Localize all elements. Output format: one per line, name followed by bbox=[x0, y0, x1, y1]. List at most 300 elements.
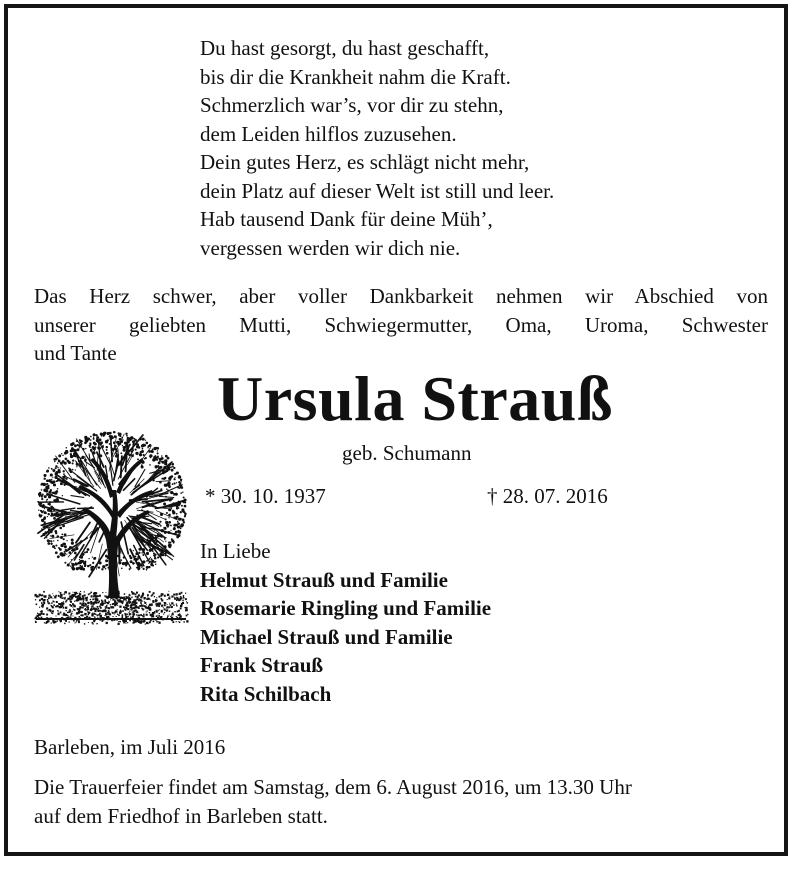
tree-leaf bbox=[135, 552, 138, 555]
ground-speck bbox=[186, 609, 188, 611]
tree-leaf bbox=[146, 566, 149, 569]
ground-speck bbox=[35, 618, 37, 620]
ground-speck bbox=[138, 600, 139, 601]
tree-leaf bbox=[54, 484, 56, 486]
ground-speck bbox=[147, 596, 148, 597]
tree-leaf bbox=[76, 461, 77, 462]
tree-leaf bbox=[142, 548, 145, 551]
tree-leaf bbox=[63, 462, 66, 465]
tree-leaf bbox=[61, 534, 63, 536]
ground-speck bbox=[95, 614, 96, 615]
tree-leaf bbox=[159, 549, 162, 552]
ground-speck bbox=[110, 599, 111, 600]
tree-leaf bbox=[47, 503, 49, 505]
tree-leaf bbox=[176, 482, 177, 483]
ground-speck bbox=[118, 591, 120, 593]
tree-leaf bbox=[80, 565, 82, 567]
ground-speck bbox=[108, 607, 110, 609]
ground-speck bbox=[144, 597, 146, 599]
ground-speck bbox=[92, 613, 93, 614]
ground-speck bbox=[133, 601, 135, 603]
ground-speck bbox=[149, 608, 151, 610]
ground-speck bbox=[132, 602, 133, 603]
tree-leaf bbox=[166, 499, 168, 501]
tree-leaf bbox=[64, 475, 66, 477]
ground-speck bbox=[118, 598, 119, 599]
tree-leaf bbox=[62, 525, 65, 528]
tree-leaf bbox=[168, 545, 171, 548]
ground-speck bbox=[104, 603, 106, 605]
tree-leaf bbox=[184, 505, 187, 508]
tree-leaf bbox=[138, 552, 140, 554]
tree-leaf bbox=[71, 539, 74, 542]
ground-speck bbox=[144, 609, 145, 610]
tree-leaf bbox=[119, 438, 122, 441]
ground-speck bbox=[87, 608, 89, 610]
tree-leaf bbox=[99, 561, 102, 564]
tree-icon bbox=[30, 418, 190, 626]
ground-speck bbox=[148, 598, 150, 600]
ground-speck bbox=[131, 597, 132, 598]
tree-leaf bbox=[52, 545, 55, 548]
tree-leaf bbox=[46, 484, 47, 485]
intro-line: unserer geliebten Mutti, Schwiegermutter, Oma, Uroma, Schwester bbox=[34, 312, 768, 337]
tree-leaf bbox=[177, 487, 179, 489]
tree-leaf bbox=[54, 458, 57, 461]
mourner-name: Rita Schilbach bbox=[200, 681, 332, 706]
tree-leaf bbox=[184, 515, 186, 517]
tree-leaf bbox=[92, 562, 94, 564]
tree-leaf bbox=[148, 450, 151, 453]
ground-speck bbox=[84, 613, 86, 615]
birth-date: * 30. 10. 1937 bbox=[205, 484, 326, 508]
ground-speck bbox=[96, 608, 97, 609]
ground-speck bbox=[69, 609, 70, 610]
ground-speck bbox=[156, 597, 157, 598]
tree-leaf bbox=[164, 477, 166, 479]
ground-speck bbox=[61, 594, 63, 596]
ground-speck bbox=[75, 622, 76, 623]
ground-speck bbox=[133, 621, 135, 623]
tree-leaf bbox=[53, 540, 54, 541]
tree-leaf bbox=[151, 536, 154, 539]
ground-speck bbox=[73, 616, 74, 617]
ground-speck bbox=[59, 603, 61, 605]
tree-leaf bbox=[175, 493, 178, 496]
tree-leaf bbox=[180, 511, 182, 513]
tree-leaf bbox=[43, 474, 46, 477]
tree-leaf bbox=[46, 499, 48, 501]
ground-speck bbox=[146, 604, 147, 605]
tree-leaf bbox=[76, 554, 78, 556]
ground-speck bbox=[102, 610, 104, 612]
tree-leaf bbox=[56, 518, 58, 520]
tree-leaf bbox=[41, 494, 43, 496]
tree-leaf bbox=[135, 452, 138, 455]
tree-leaf bbox=[123, 556, 125, 558]
funeral-line: auf dem Friedhof in Barleben statt. bbox=[34, 803, 328, 828]
ground-speck bbox=[126, 602, 128, 604]
tree-leaf bbox=[156, 541, 158, 543]
ground-speck bbox=[118, 601, 120, 603]
tree-leaf bbox=[123, 446, 124, 447]
ground-speck bbox=[181, 592, 183, 594]
tree-leaf bbox=[155, 465, 158, 468]
tree-leaf bbox=[46, 487, 48, 489]
tree-leaf bbox=[142, 448, 144, 450]
tree-leaf bbox=[170, 525, 171, 526]
tree-leaf bbox=[134, 438, 136, 440]
tree-leaf bbox=[87, 548, 90, 551]
tree-leaf bbox=[180, 492, 182, 494]
tree-leaf bbox=[102, 565, 105, 568]
tree-leaf bbox=[60, 482, 63, 485]
ground-speck bbox=[140, 614, 142, 616]
tree-leaf bbox=[153, 477, 155, 479]
ground-speck bbox=[129, 594, 131, 596]
tree-leaf bbox=[164, 459, 167, 462]
tree-leaf bbox=[170, 491, 173, 494]
ground-speck bbox=[117, 598, 118, 599]
tree-leaf bbox=[65, 478, 67, 480]
ground-speck bbox=[169, 611, 170, 612]
ground-speck bbox=[70, 605, 72, 607]
tree-leaf bbox=[149, 540, 152, 543]
ground-speck bbox=[157, 615, 158, 616]
tree-leaf bbox=[118, 561, 121, 564]
tree-leaf bbox=[53, 517, 56, 520]
ground-speck bbox=[95, 601, 96, 602]
tree-leaf bbox=[132, 443, 135, 446]
ground-speck bbox=[104, 595, 105, 596]
tree-leaf bbox=[53, 499, 55, 501]
ground-speck bbox=[58, 613, 60, 615]
tree-leaf bbox=[178, 475, 180, 477]
ground-speck bbox=[173, 605, 174, 606]
tree-leaf bbox=[99, 438, 102, 441]
tree-leaf bbox=[98, 566, 100, 568]
tree-leaf bbox=[146, 569, 148, 571]
tree-leaf bbox=[148, 558, 150, 560]
tree-leaf bbox=[157, 465, 159, 467]
tree-leaf bbox=[61, 512, 63, 514]
ground-speck bbox=[143, 620, 145, 622]
ground-speck bbox=[59, 607, 61, 609]
ground-speck bbox=[108, 601, 109, 602]
ground-speck bbox=[153, 612, 155, 614]
tree-leaf bbox=[50, 473, 53, 476]
tree-leaf bbox=[50, 506, 53, 509]
tree-leaf bbox=[129, 555, 131, 557]
ground-speck bbox=[43, 595, 45, 597]
ground-speck bbox=[181, 597, 183, 599]
ground-speck bbox=[126, 596, 127, 597]
ground-speck bbox=[90, 603, 92, 605]
ground-speck bbox=[149, 621, 151, 623]
tree-leaf bbox=[150, 557, 151, 558]
ground-speck bbox=[144, 601, 145, 602]
tree-leaf bbox=[43, 523, 46, 526]
ground-speck bbox=[114, 604, 115, 605]
tree-leaf bbox=[46, 500, 47, 501]
tree-leaf bbox=[165, 469, 168, 472]
tree-leaf bbox=[178, 502, 181, 505]
ground-speck bbox=[52, 610, 54, 612]
ground-speck bbox=[93, 608, 94, 609]
ground-speck bbox=[97, 606, 99, 608]
tree-leaf bbox=[114, 431, 116, 433]
tree-leaf bbox=[72, 548, 74, 550]
tree-leaf bbox=[170, 505, 173, 508]
tree-leaf bbox=[38, 510, 39, 511]
intro-line: Das Herz schwer, aber voller Dankbarkeit nehmen wir Abschied von bbox=[34, 284, 768, 308]
ground-speck bbox=[186, 601, 187, 602]
tree-leaf bbox=[160, 553, 162, 555]
tree-leaf bbox=[51, 468, 53, 470]
ground-speck bbox=[167, 615, 169, 617]
ground-speck bbox=[101, 603, 103, 605]
ground-speck bbox=[156, 610, 158, 612]
ground-speck bbox=[110, 597, 112, 599]
ground-speck bbox=[56, 601, 58, 603]
tree-leaf bbox=[90, 450, 92, 452]
ground-speck bbox=[122, 610, 124, 612]
tree-leaf bbox=[147, 447, 148, 448]
tree-leaf bbox=[115, 452, 117, 454]
tree-leaf bbox=[41, 528, 43, 530]
death-date: † 28. 07. 2016 bbox=[487, 484, 608, 508]
ground-speck bbox=[146, 607, 148, 609]
tree-leaf bbox=[51, 512, 53, 514]
tree-leaf bbox=[70, 455, 73, 458]
tree-leaf bbox=[150, 543, 153, 546]
tree-leaf bbox=[39, 515, 42, 518]
ground-speck bbox=[122, 616, 123, 617]
ground-speck bbox=[153, 600, 155, 602]
tree-leaf bbox=[129, 569, 130, 570]
tree-leaf bbox=[182, 519, 183, 520]
tree-leaf bbox=[157, 450, 158, 451]
tree-leaf bbox=[64, 452, 66, 454]
tree-leaf bbox=[47, 509, 50, 512]
ground-speck bbox=[180, 608, 182, 610]
ground-speck bbox=[139, 621, 141, 623]
ground-speck bbox=[118, 621, 119, 622]
ground-speck bbox=[135, 593, 137, 595]
tree-leaf bbox=[156, 545, 157, 546]
ground-speck bbox=[72, 603, 74, 605]
tree-leaf bbox=[133, 550, 134, 551]
tree-leaf bbox=[96, 439, 99, 442]
tree-leaf bbox=[127, 453, 129, 455]
ground-speck bbox=[182, 600, 183, 601]
ground-speck bbox=[36, 604, 38, 606]
ground-speck bbox=[161, 610, 163, 612]
ground-speck bbox=[78, 612, 80, 614]
ground-speck bbox=[70, 604, 71, 605]
ground-speck bbox=[58, 591, 59, 592]
tree-leaf bbox=[54, 521, 57, 524]
tree-leaf bbox=[158, 472, 160, 474]
ground-speck bbox=[165, 610, 166, 611]
ground-speck bbox=[70, 614, 71, 615]
ground-speck bbox=[46, 614, 48, 616]
tree-leaf bbox=[132, 440, 135, 443]
tree-leaf bbox=[157, 554, 158, 555]
tree-leaf bbox=[39, 492, 41, 494]
tree-twig bbox=[156, 481, 171, 482]
tree-leaf bbox=[136, 445, 139, 448]
ground-speck bbox=[74, 605, 76, 607]
ground-speck bbox=[129, 611, 130, 612]
ground-speck bbox=[171, 602, 173, 604]
ground-speck bbox=[172, 612, 173, 613]
ground-speck bbox=[60, 593, 61, 594]
tree-leaf bbox=[49, 495, 50, 496]
poem-line: dein Platz auf dieser Welt ist still und leer. bbox=[200, 178, 555, 203]
tree-leaf bbox=[43, 517, 46, 520]
tree-leaf bbox=[55, 467, 57, 469]
ground-speck bbox=[179, 598, 181, 600]
ground-speck bbox=[47, 620, 49, 622]
ground-speck bbox=[136, 600, 137, 601]
ground-speck bbox=[63, 607, 65, 609]
ground-speck bbox=[127, 605, 129, 607]
tree-leaf bbox=[74, 552, 77, 555]
ground-speck bbox=[105, 597, 106, 598]
ground-speck bbox=[42, 604, 44, 606]
tree-leaf bbox=[65, 457, 68, 460]
tree-leaf bbox=[98, 447, 101, 450]
tree-leaf bbox=[149, 561, 151, 563]
ground-speck bbox=[38, 596, 39, 597]
tree-leaf bbox=[121, 440, 124, 443]
tree-leaf bbox=[68, 551, 71, 554]
ground-speck bbox=[184, 607, 185, 608]
ground-speck bbox=[54, 601, 55, 602]
ground-speck bbox=[186, 620, 188, 622]
ground-speck bbox=[134, 607, 136, 609]
ground-speck bbox=[120, 621, 121, 622]
ground-speck bbox=[174, 597, 175, 598]
ground-speck bbox=[95, 598, 97, 600]
tree-leaf bbox=[125, 433, 127, 435]
tree-leaf bbox=[63, 538, 65, 540]
tree-leaf bbox=[105, 559, 108, 562]
ground-speck bbox=[68, 598, 69, 599]
ground-speck bbox=[155, 600, 157, 602]
ground-speck bbox=[116, 602, 118, 604]
tree-leaf bbox=[154, 540, 156, 542]
ground-speck bbox=[146, 612, 147, 613]
ground-speck bbox=[99, 613, 101, 615]
ground-speck bbox=[83, 605, 85, 607]
tree-leaf bbox=[159, 481, 162, 484]
ground-speck bbox=[136, 620, 138, 622]
ground-speck bbox=[64, 593, 65, 594]
ground-speck bbox=[139, 605, 141, 607]
ground-speck bbox=[158, 610, 159, 611]
ground-speck bbox=[159, 613, 160, 614]
tree-leaf bbox=[60, 544, 63, 547]
ground-speck bbox=[54, 596, 56, 598]
tree-leaf bbox=[76, 463, 79, 466]
tree-leaf bbox=[101, 568, 103, 570]
ground-speck bbox=[64, 614, 66, 616]
tree-leaf bbox=[144, 546, 145, 547]
ground-speck bbox=[100, 610, 101, 611]
ground-speck bbox=[62, 614, 63, 615]
tree-leaf bbox=[66, 447, 68, 449]
tree-leaf bbox=[116, 451, 118, 453]
ground-speck bbox=[124, 593, 126, 595]
ground-speck bbox=[61, 598, 62, 599]
tree-leaf bbox=[159, 458, 162, 461]
tree-leaf bbox=[90, 439, 92, 441]
ground-speck bbox=[149, 591, 151, 593]
tree-leaf bbox=[64, 533, 67, 536]
ground-speck bbox=[182, 602, 184, 604]
tree-leaf bbox=[149, 456, 150, 457]
tree-leaf bbox=[107, 432, 109, 434]
ground-speck bbox=[88, 605, 89, 606]
tree-leaf bbox=[174, 482, 176, 484]
tree-leaf bbox=[99, 454, 102, 457]
ground-speck bbox=[37, 613, 38, 614]
ground-speck bbox=[53, 622, 54, 623]
place-date: Barleben, im Juli 2016 bbox=[34, 735, 226, 759]
tree-leaf bbox=[65, 549, 67, 551]
tree-leaf bbox=[174, 527, 176, 529]
ground-speck bbox=[88, 622, 89, 623]
ground-speck bbox=[147, 594, 149, 596]
tree-leaf bbox=[96, 436, 99, 439]
ground-speck bbox=[91, 596, 92, 597]
ground-speck bbox=[99, 601, 100, 602]
ground-speck bbox=[126, 623, 127, 624]
ground-speck bbox=[180, 605, 182, 607]
poem-line: Hab tausend Dank für deine Müh’, bbox=[200, 207, 493, 231]
tree-leaf bbox=[57, 475, 58, 476]
tree-leaf bbox=[122, 437, 123, 438]
ground-speck bbox=[171, 606, 173, 608]
ground-speck bbox=[112, 620, 113, 621]
tree-leaf bbox=[122, 445, 123, 446]
ground-speck bbox=[108, 610, 109, 611]
tree-leaf bbox=[127, 437, 130, 440]
tree-leaf bbox=[161, 478, 163, 480]
ground-speck bbox=[63, 601, 64, 602]
ground-speck bbox=[86, 616, 88, 618]
ground-speck bbox=[49, 603, 51, 605]
tree-leaf bbox=[58, 454, 61, 457]
ground-speck bbox=[183, 596, 184, 597]
ground-speck bbox=[39, 614, 41, 616]
tree-leaf bbox=[175, 517, 176, 518]
tree-leaf bbox=[99, 442, 102, 445]
tree-leaf bbox=[51, 535, 54, 538]
ground-speck bbox=[112, 606, 114, 608]
tree-leaf bbox=[116, 441, 119, 444]
ground-speck bbox=[169, 596, 170, 597]
ground-speck bbox=[131, 608, 133, 610]
tree-leaf bbox=[64, 551, 66, 553]
tree-leaf bbox=[59, 517, 61, 519]
ground-speck bbox=[110, 604, 111, 605]
ground-speck bbox=[168, 607, 169, 608]
tree-leaf bbox=[50, 525, 51, 526]
tree-leaf bbox=[168, 508, 171, 511]
